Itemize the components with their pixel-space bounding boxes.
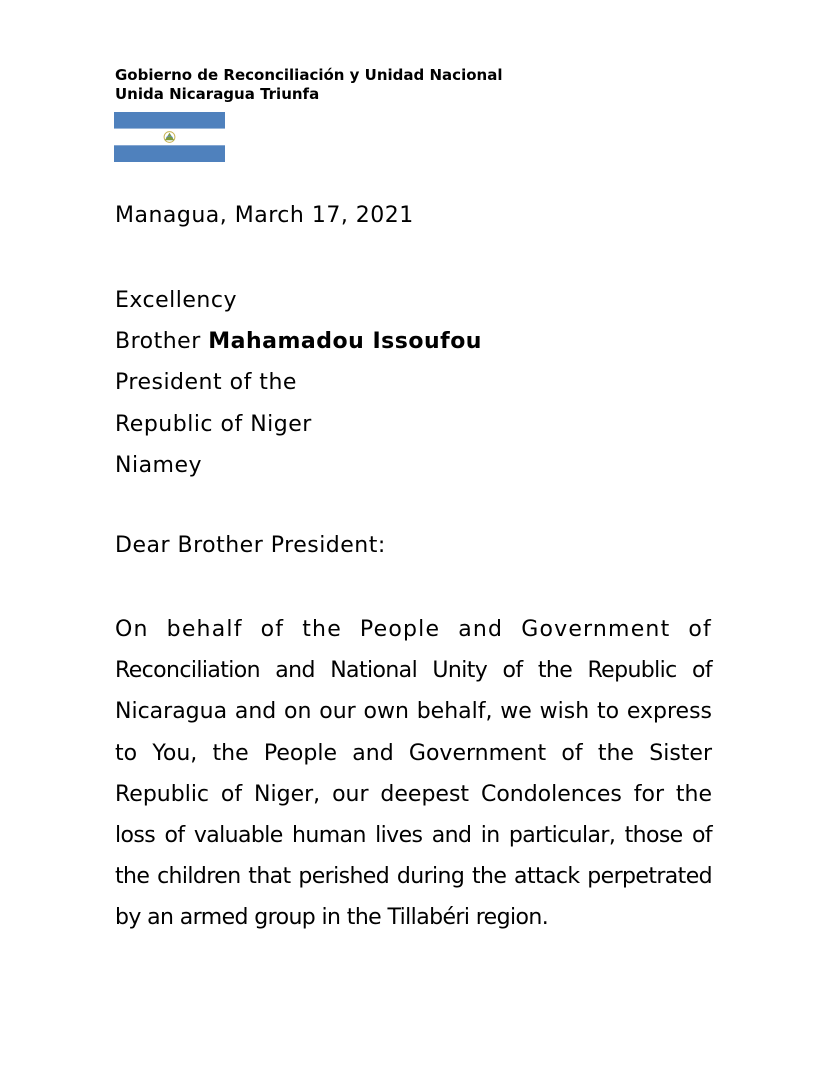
- recipient-address: [115, 283, 482, 489]
- recipient-name-prefix: Brother: [115, 329, 209, 355]
- salutation: Dear Brother President:: [115, 533, 386, 558]
- letterhead: [115, 66, 502, 104]
- letterhead-government-name: Gobierno de Reconciliación y Unidad Nacional: [115, 66, 503, 84]
- recipient-name: Mahamadou Issoufou: [208, 329, 482, 355]
- body-line: loss of valuable human lives and in particular, those of: [115, 822, 712, 848]
- body-line: On behalf of the People and Government of: [115, 617, 712, 642]
- body-line: to You, the People and Government of the Sister: [115, 740, 712, 766]
- body-line: Nicaragua and on our own behalf, we wish to express: [115, 699, 712, 725]
- letterhead-slogan: Unida Nicaragua Triunfa: [115, 85, 320, 103]
- body-line: the children that perished during the attack perpetrated: [115, 864, 712, 890]
- recipient-city: Niamey: [115, 452, 203, 478]
- letter-body: [115, 612, 712, 942]
- body-line: by an armed group in the Tillabéri region.: [115, 905, 549, 931]
- date-line: Managua, March 17, 2021: [115, 203, 414, 228]
- body-line: Reconciliation and National Unity of the Republic of: [115, 658, 712, 684]
- recipient-title: Excellency: [115, 288, 237, 313]
- body-line: Republic of Niger, our deepest Condolences for the: [115, 781, 712, 807]
- recipient-name-line: [115, 324, 482, 365]
- recipient-position: President of the: [115, 370, 297, 396]
- recipient-country: Republic of Niger: [115, 411, 312, 437]
- nicaragua-flag-icon: [114, 112, 225, 162]
